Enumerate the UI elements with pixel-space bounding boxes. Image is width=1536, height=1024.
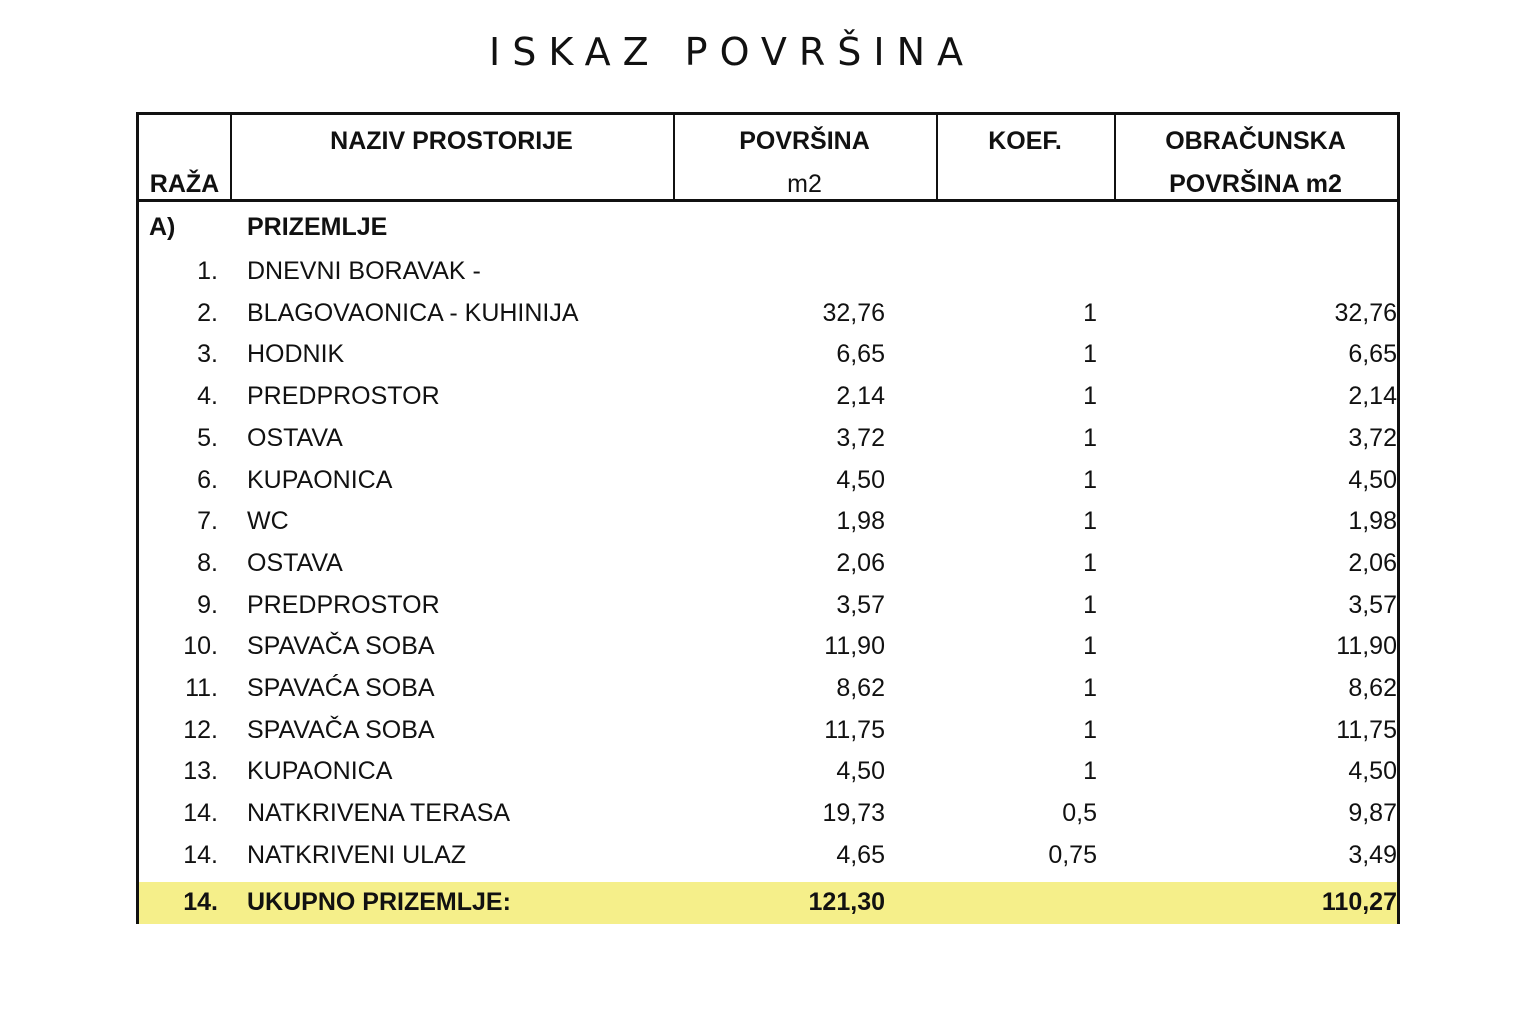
header-koef-label: KOEF. (988, 127, 1062, 155)
room-name: KUPAONICA (247, 757, 393, 786)
header-naziv-label: NAZIV PROSTORIJE (330, 127, 573, 155)
row-number: 12. (183, 715, 218, 744)
room-koef: 1 (1083, 465, 1097, 494)
row-number: 6. (197, 465, 218, 494)
room-koef: 1 (1083, 548, 1097, 577)
room-koef: 1 (1083, 340, 1097, 369)
room-name: DNEVNI BORAVAK - (247, 257, 481, 285)
room-koef: 0,5 (1062, 799, 1097, 828)
table-row (139, 543, 1397, 585)
header-naziv (230, 115, 675, 199)
section-label: A) (149, 213, 176, 241)
room-area: 32,76 (822, 298, 885, 327)
room-area: 4,65 (836, 840, 885, 869)
room-koef: 1 (1083, 757, 1097, 786)
room-name: WC (247, 507, 289, 536)
room-calc-area: 32,76 (1334, 298, 1397, 327)
room-name: HODNIK (247, 340, 345, 369)
table-row (139, 251, 1397, 293)
room-koef: 0,75 (1048, 840, 1097, 869)
room-area: 11,90 (824, 632, 885, 661)
table-header (136, 112, 1400, 202)
room-calc-area: 6,65 (1348, 340, 1397, 369)
row-number: 14. (183, 840, 218, 869)
table-row (139, 460, 1397, 502)
room-area: 3,72 (836, 423, 885, 452)
room-area: 19,73 (822, 799, 885, 828)
row-number: 3. (197, 340, 218, 369)
room-calc-area: 2,06 (1348, 548, 1397, 577)
row-number: 11. (185, 674, 218, 702)
room-name: NATKRIVENI ULAZ (247, 840, 467, 869)
room-koef: 1 (1083, 507, 1097, 536)
row-number: 7. (197, 507, 218, 536)
table-row (139, 751, 1397, 793)
room-calc-area: 4,50 (1348, 465, 1397, 494)
document-title: ISKAZ POVRŠINA (489, 30, 975, 74)
room-name: OSTAVA (247, 423, 343, 452)
room-koef: 1 (1083, 674, 1097, 702)
room-name: BLAGOVAONICA - KUHINIJA (247, 298, 579, 327)
area-table (136, 112, 1400, 924)
room-calc-area: 8,62 (1348, 674, 1397, 702)
row-number: 4. (197, 382, 218, 411)
total-label: UKUPNO PRIZEMLJE: (247, 888, 511, 916)
room-koef: 1 (1083, 715, 1097, 744)
section-name: PRIZEMLJE (247, 213, 388, 241)
row-number: 13. (183, 757, 218, 786)
table-row (139, 334, 1397, 376)
row-number: 9. (197, 590, 218, 619)
room-calc-area: 3,49 (1348, 840, 1397, 869)
table-row (139, 668, 1397, 710)
room-calc-area: 3,72 (1348, 423, 1397, 452)
header-povrsina-line2: m2 (787, 170, 822, 198)
header-obracunska (1114, 115, 1397, 199)
row-number: 14. (183, 799, 218, 828)
table-row (139, 376, 1397, 418)
room-area: 3,57 (836, 590, 885, 619)
row-number: 2. (197, 298, 218, 327)
header-povrsina (673, 115, 938, 199)
room-koef: 1 (1083, 590, 1097, 619)
room-koef: 1 (1083, 298, 1097, 327)
room-name: PREDPROSTOR (247, 382, 440, 411)
room-area: 11,75 (824, 715, 885, 744)
room-area: 2,14 (836, 382, 885, 411)
room-calc-area: 9,87 (1348, 799, 1397, 828)
header-obracunska-line1: OBRAČUNSKA (1165, 127, 1346, 155)
room-name: OSTAVA (247, 548, 343, 577)
row-number: 8. (197, 548, 218, 577)
table-row (139, 418, 1397, 460)
room-area: 2,06 (836, 548, 885, 577)
room-area: 4,50 (836, 757, 885, 786)
header-obracunska-line2: POVRŠINA m2 (1169, 170, 1342, 198)
header-koef (936, 115, 1116, 199)
room-calc-area: 11,90 (1336, 632, 1397, 661)
table-row (139, 793, 1397, 835)
room-name: SPAVAĆA SOBA (247, 674, 435, 702)
room-calc-area: 2,14 (1348, 382, 1397, 411)
row-number: 5. (197, 423, 218, 452)
total-calc: 110,27 (1321, 888, 1397, 916)
header-raza (139, 115, 232, 199)
room-koef: 1 (1083, 423, 1097, 452)
table-row (139, 835, 1397, 877)
room-area: 1,98 (836, 507, 885, 536)
total-num: 14. (183, 888, 218, 916)
total-area: 121,30 (808, 888, 885, 916)
room-area: 6,65 (836, 340, 885, 369)
row-number: 1. (197, 257, 218, 285)
section-row (139, 207, 1397, 249)
room-name: PREDPROSTOR (247, 590, 440, 619)
room-koef: 1 (1083, 632, 1097, 661)
room-calc-area: 1,98 (1348, 507, 1397, 536)
table-row (139, 293, 1397, 335)
header-povrsina-line1: POVRŠINA (739, 127, 870, 155)
room-area: 8,62 (836, 674, 885, 702)
header-raza-label: RAŽA (149, 170, 220, 198)
table-row (139, 626, 1397, 668)
room-name: SPAVAČA SOBA (247, 632, 435, 661)
total-row (139, 882, 1397, 924)
row-number: 10. (183, 632, 218, 661)
table-row (139, 501, 1397, 543)
table-row (139, 710, 1397, 752)
room-calc-area: 11,75 (1336, 715, 1397, 744)
room-calc-area: 3,57 (1348, 590, 1397, 619)
room-name: NATKRIVENA TERASA (247, 799, 511, 828)
room-area: 4,50 (836, 465, 885, 494)
table-row (139, 585, 1397, 627)
room-calc-area: 4,50 (1348, 757, 1397, 786)
table-body (136, 202, 1400, 924)
room-name: SPAVAČA SOBA (247, 715, 435, 744)
room-name: KUPAONICA (247, 465, 393, 494)
room-koef: 1 (1083, 382, 1097, 411)
